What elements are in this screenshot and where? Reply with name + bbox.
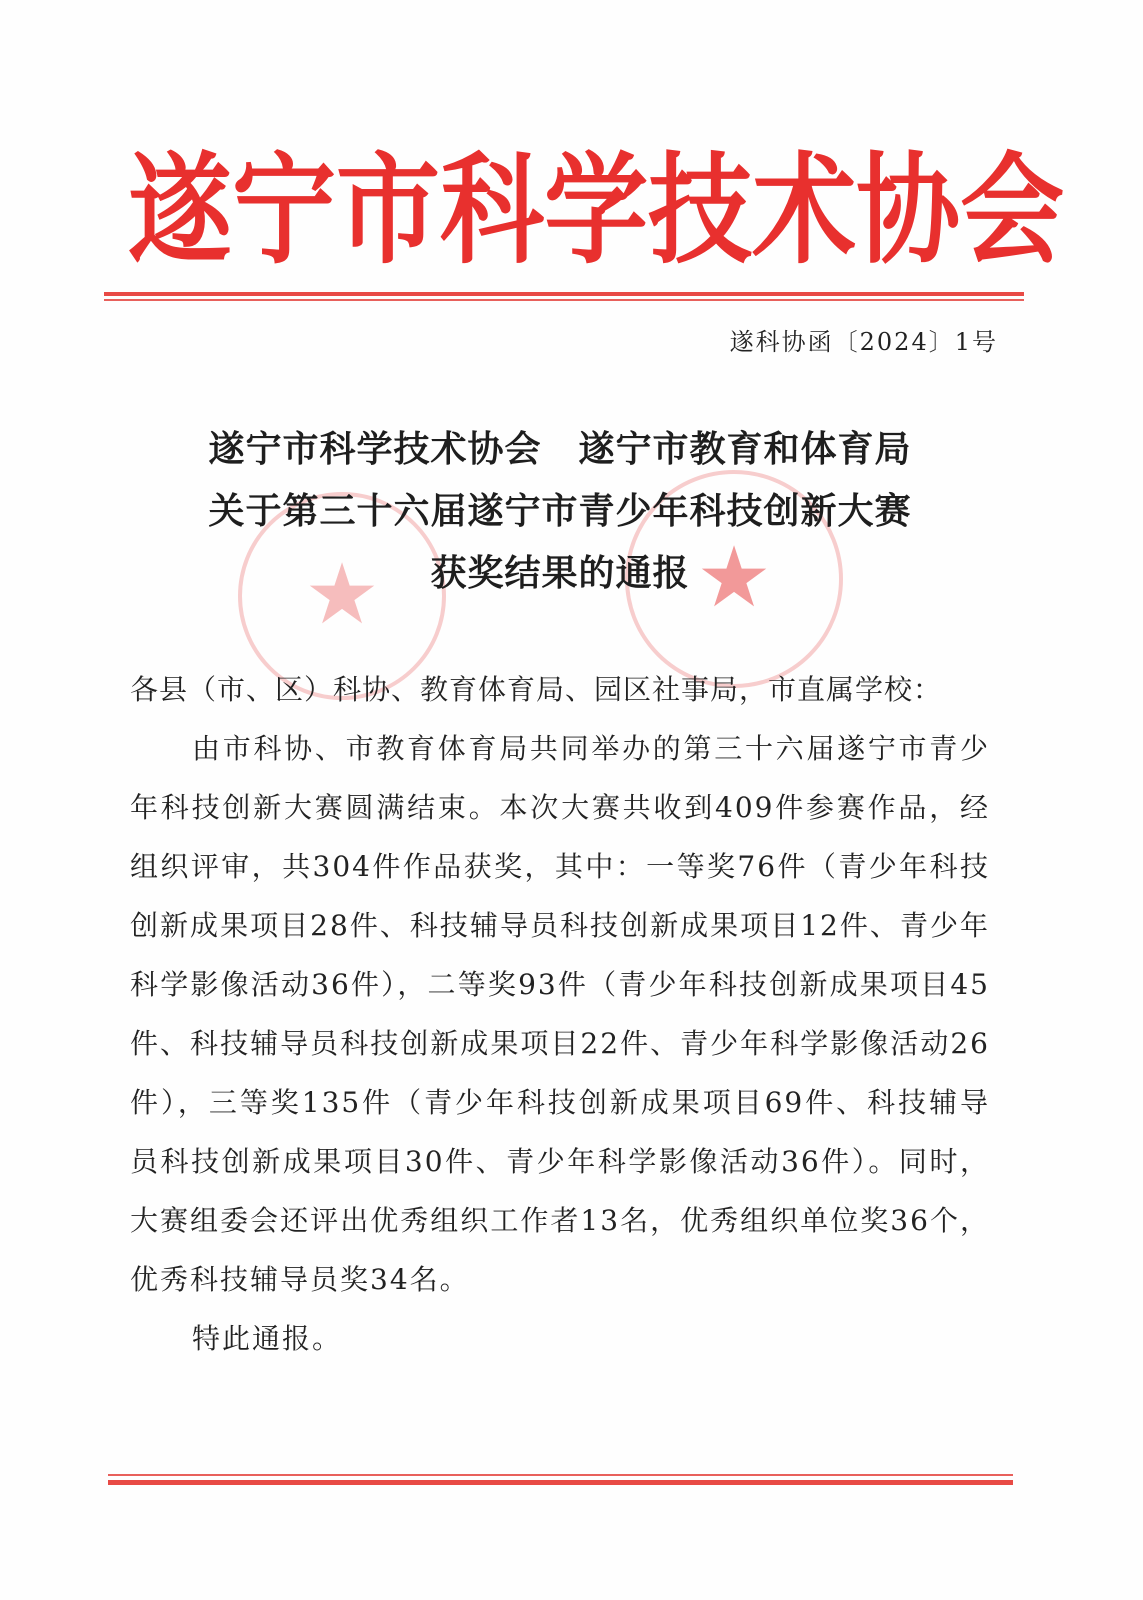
document-body xyxy=(130,660,990,1368)
document-title xyxy=(140,418,980,604)
masthead-org-name xyxy=(128,138,1065,281)
body-paragraph: 由市科协、市教育体育局共同举办的第三十六届遂宁市青少年科技创新大赛圆满结束。本次大赛共收到409件参赛作品，经组织评审，共304件作品获奖，其中：一等奖76件（青少年科技创新成果项目28件、科技辅导员科技创新成果项目12件、青少年科学影像活动36件），二等奖93件（青少年科技创新成果项目45件、科技辅导员科技创新成果项目22件、青少年科学影像活动26件），三等奖135件（青少年科技创新成果项目69件、科技辅导员科技创新成果项目30件、青少年科学影像活动36件）。同时，大赛组委会还评出优秀组织工作者13名，优秀组织单位奖36个，优秀科技辅导员奖34名。 xyxy=(130,732,990,1296)
masthead-char: 会 xyxy=(960,138,1065,281)
closing-line: 特此通报。 xyxy=(192,1322,343,1355)
header-divider-thick xyxy=(104,292,1024,296)
star-icon: ★ xyxy=(304,549,380,642)
masthead-char: 术 xyxy=(752,138,857,281)
masthead-char: 遂 xyxy=(128,138,233,281)
masthead-char: 协 xyxy=(856,138,961,281)
star-icon: ★ xyxy=(696,532,772,625)
title-line-3: 获奖结果的通报 xyxy=(430,552,690,594)
masthead-char: 技 xyxy=(648,138,753,281)
title-line-1: 遂宁市科学技术协会 遂宁市教育和体育局 xyxy=(208,428,912,470)
title-line-2: 关于第三十六届遂宁市青少年科技创新大赛 xyxy=(208,490,912,532)
salutation: 各县（市、区）科协、教育体育局、园区社事局，市直属学校： xyxy=(130,673,943,706)
footer-divider-thin xyxy=(108,1474,1013,1476)
masthead-char: 学 xyxy=(544,138,649,281)
masthead-char: 宁 xyxy=(232,138,337,281)
masthead-char: 科 xyxy=(440,138,545,281)
header-divider-thin xyxy=(104,299,1024,301)
footer-divider-thick xyxy=(108,1480,1013,1485)
document-number: 遂科协函〔2024〕1号 xyxy=(729,328,998,356)
masthead-char: 市 xyxy=(336,138,441,281)
